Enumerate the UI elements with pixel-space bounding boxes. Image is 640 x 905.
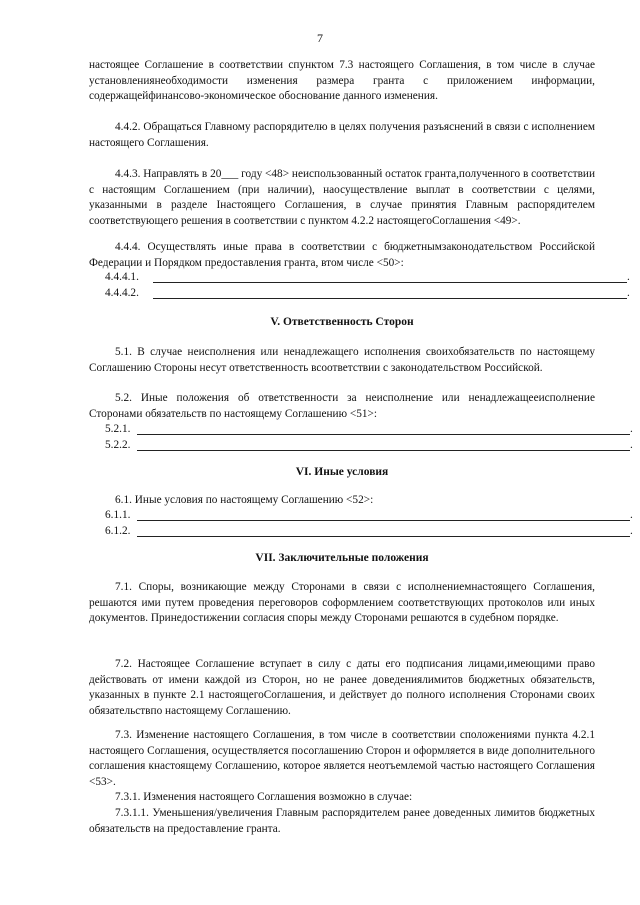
blank-line	[89, 524, 633, 540]
paragraph-6-1: 6.1. Иные условия по настоящему Соглашению <52>:	[115, 494, 374, 506]
blank-line-end: .	[630, 524, 633, 537]
blank-lines-5-2	[89, 422, 633, 453]
paragraph-7-3-1-1: 7.3.1.1. Уменьшения/увеличения Главным распорядителем ранее доведенных лимитов бюджетных обязательств на предоставление гранта.	[89, 807, 595, 835]
paragraph-4-4-3: 4.4.3. Направлять в 20___ году <48> неиспользованный остаток гранта,полученного в соответствии с настоящим Соглашением (при наличии), наосуществление выплат в соответствии с целями, указанными в разделе Iнастоящего Соглашения, в случае принятия Главным распорядителем соответствующего решения в соответствии с пунктом 4.2.2 настоящегоСоглашения <49>.	[89, 168, 595, 227]
blank-line-end: .	[630, 509, 633, 521]
page-number: 7	[317, 31, 323, 45]
paragraph-4-4-4: 4.4.4. Осуществлять иные права в соответствии с бюджетнымзаконодательством Российской Федерации и Порядком предоставления гранта, втом числе <50>:	[89, 241, 595, 269]
paragraph-7-1: 7.1. Споры, возникающие между Сторонами в связи с исполнениемнастоящего Соглашения, решаются ими путем проведения переговоров соформлением соответствующих протоколов или иных документов. Принедостижении согласия споры между Сторонами решаются в судебном порядке.	[89, 581, 595, 625]
paragraph-7-2: 7.2. Настоящее Соглашение вступает в силу с даты его подписания лицами,имеющими право действовать от имени каждой из Сторон, но не ранее доведениялимитов бюджетных обязательств, указанных в пункте 2.1 настоящегоСоглашения, и действует до полного исполнения Сторонами своих обязательствпо настоящему Соглашению.	[89, 658, 595, 717]
blank-line-label: 4.4.4.1.	[105, 271, 139, 283]
blank-line-label: 6.1.2.	[105, 524, 131, 537]
blank-line	[89, 438, 633, 454]
blank-line-label: 6.1.1.	[105, 509, 131, 521]
blank-line-end: .	[630, 423, 633, 435]
blank-lines-4-4-4	[89, 270, 630, 301]
section-heading-vii: VII. Заключительные положения	[255, 552, 429, 564]
paragraph-4-4-2: 4.4.2. Обращаться Главному распорядителю в целях получения разъяснений в связи с исполнением настоящего Соглашения.	[89, 121, 595, 149]
blank-line-label: 5.2.2.	[105, 438, 131, 451]
blank-line-end: .	[627, 286, 630, 299]
blank-rule	[137, 450, 630, 451]
blank-line	[89, 508, 633, 524]
blank-lines-6-1	[89, 508, 633, 539]
blank-rule	[153, 298, 627, 299]
blank-line-label: 4.4.4.2.	[105, 286, 139, 299]
blank-rule	[153, 282, 627, 283]
blank-line	[89, 270, 630, 286]
blank-line-label: 5.2.1.	[105, 423, 131, 435]
blank-rule	[137, 536, 630, 537]
blank-line-end: .	[630, 438, 633, 451]
blank-line	[89, 422, 633, 438]
section-heading-vi: VI. Иные условия	[295, 466, 389, 478]
paragraph-7-3-1: 7.3.1. Изменения настоящего Соглашения возможно в случае:	[115, 791, 413, 803]
paragraph-continued: настоящее Соглашение в соответствии спунктом 7.3 настоящего Соглашения, в том числе в случае установлениянеобходимости изменения размера гранта с приложением информации, содержащейфинансово-экономическое обоснование данного изменения.	[89, 59, 595, 103]
paragraph-5-1: 5.1. В случае неисполнения или ненадлежащего исполнения своихобязательств по настоящему Соглашению Стороны несут ответственность всоответствии с законодательством Российской.	[89, 346, 595, 374]
paragraph-7-3: 7.3. Изменение настоящего Соглашения, в том числе в соответствии сположениями пункта 4.2.1 настоящего Соглашения, осуществляется посоглашению Сторон и оформляется в виде дополнительного соглашения кнастоящему Соглашению, которое является неотъемлемой частью настоящего Соглашения <53>.	[89, 729, 595, 788]
section-heading-v: V. Ответственность Сторон	[270, 316, 414, 328]
blank-line-end: .	[627, 271, 630, 283]
blank-line	[89, 286, 630, 302]
paragraph-5-2: 5.2. Иные положения об ответственности за неисполнение или ненадлежащееисполнение Сторонами обязательств по настоящему Соглашению <51>:	[89, 392, 595, 420]
blank-rule	[137, 434, 630, 435]
blank-rule	[137, 520, 630, 521]
